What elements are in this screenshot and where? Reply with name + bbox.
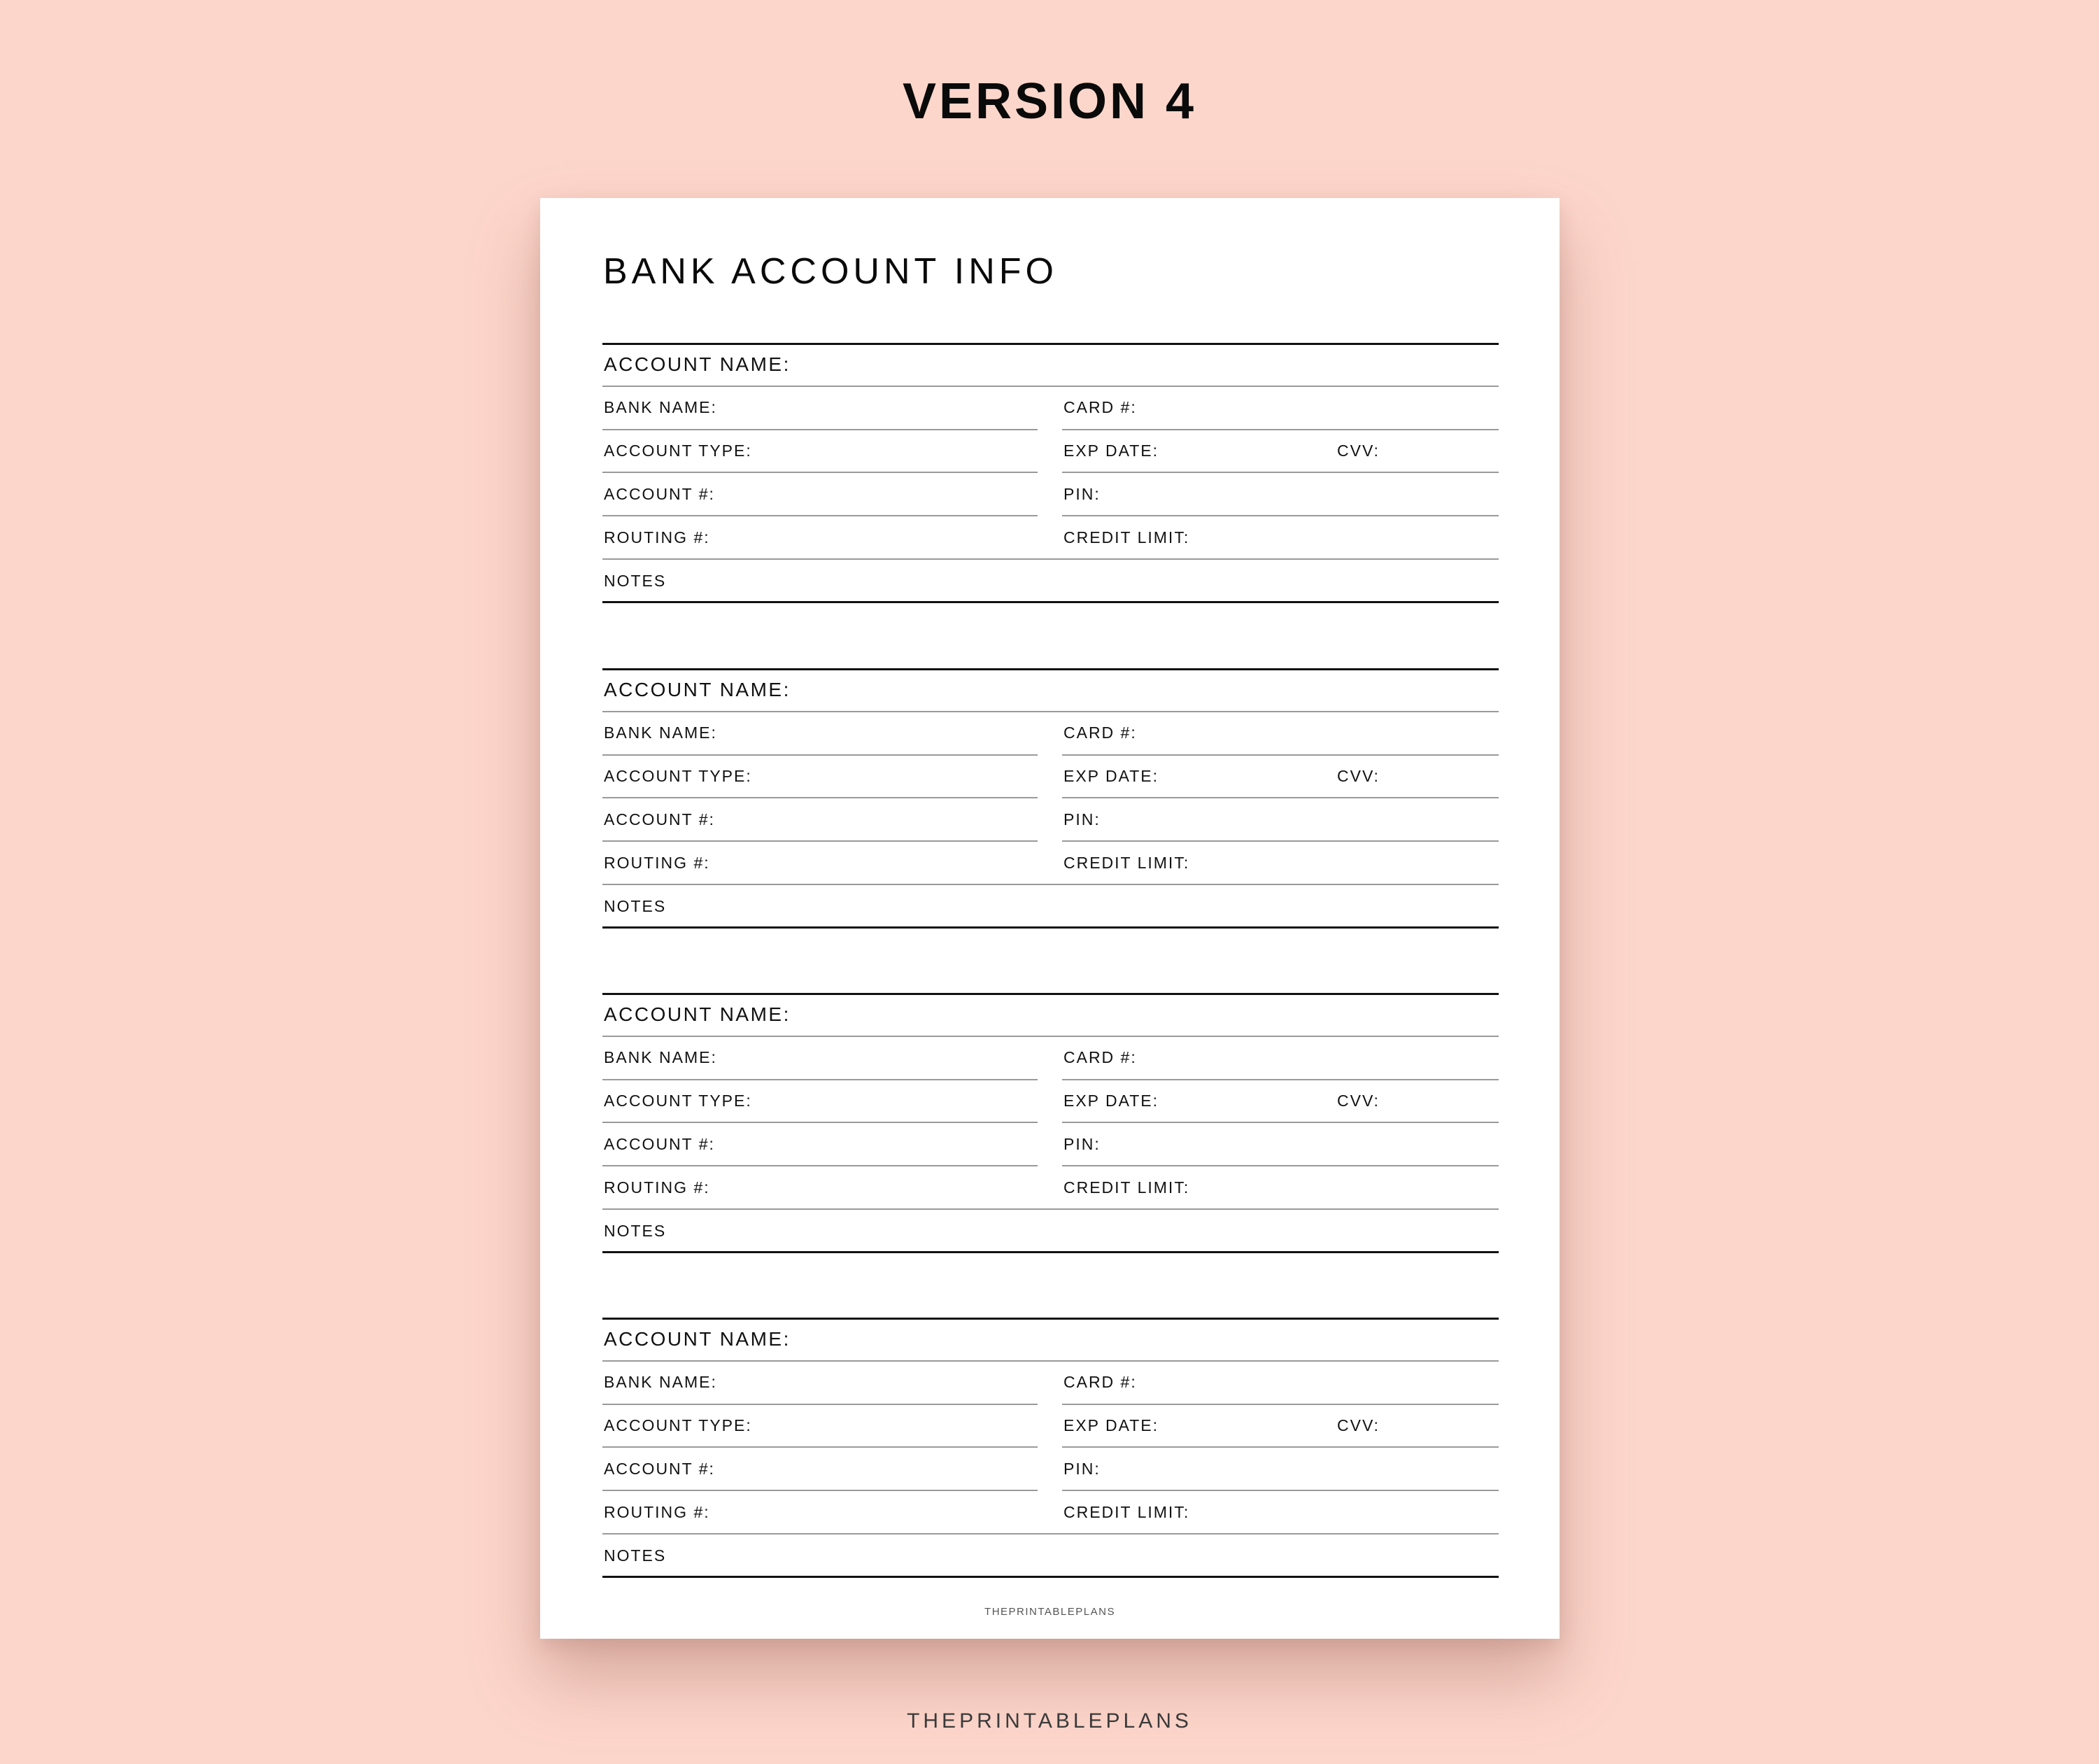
routing-number-label: ROUTING #: [604, 1178, 710, 1197]
account-name-label: ACCOUNT NAME: [604, 1328, 791, 1350]
exp-date-label: EXP DATE: [1063, 1416, 1159, 1434]
row-divider [602, 1122, 1038, 1123]
account-number-label: ACCOUNT #: [604, 1460, 715, 1478]
exp-date-label: EXP DATE: [1063, 767, 1159, 785]
notes-label: NOTES [604, 572, 667, 590]
account-name-label: ACCOUNT NAME: [604, 353, 791, 375]
row-divider [1062, 1122, 1499, 1123]
cvv-label: CVV: [1337, 1416, 1380, 1434]
row-divider [1062, 1079, 1499, 1080]
row-divider [602, 472, 1038, 473]
row-divider [602, 1036, 1499, 1037]
row-divider [602, 797, 1038, 798]
brand-name: THEPRINTABLEPLANS [907, 1709, 1192, 1733]
bank-name-label: BANK NAME: [604, 1048, 717, 1066]
printable-sheet [540, 198, 1560, 1639]
notes-label: NOTES [604, 1546, 667, 1565]
account-type-label: ACCOUNT TYPE: [604, 442, 752, 460]
card-number-label: CARD #: [1063, 1373, 1137, 1391]
row-divider [1062, 754, 1499, 756]
account-number-label: ACCOUNT #: [604, 1135, 715, 1153]
block-top-rule [602, 1318, 1499, 1320]
row-divider [1062, 797, 1499, 798]
block-top-rule [602, 668, 1499, 670]
row-divider [602, 711, 1499, 712]
row-divider [602, 1079, 1038, 1080]
row-divider [602, 884, 1499, 885]
row-divider [602, 515, 1038, 516]
block-bottom-rule [602, 1576, 1499, 1578]
row-divider [1062, 429, 1499, 430]
bank-name-label: BANK NAME: [604, 724, 717, 742]
sheet-title: BANK ACCOUNT INFO [603, 251, 1059, 292]
routing-number-label: ROUTING #: [604, 528, 710, 546]
row-divider [1062, 840, 1499, 842]
block-bottom-rule [602, 926, 1499, 929]
row-divider [1062, 1490, 1499, 1491]
row-divider [602, 1490, 1038, 1491]
account-block [602, 1318, 1499, 1578]
account-name-label: ACCOUNT NAME: [604, 679, 791, 700]
row-divider [602, 558, 1499, 560]
block-top-rule [602, 343, 1499, 345]
pin-label: PIN: [1063, 1460, 1101, 1478]
version-title: VERSION 4 [902, 73, 1197, 129]
sheet-footer-brand: THEPRINTABLEPLANS [984, 1606, 1115, 1618]
row-divider [602, 1360, 1499, 1362]
row-divider [1062, 515, 1499, 516]
account-type-label: ACCOUNT TYPE: [604, 1416, 752, 1434]
row-divider [1062, 472, 1499, 473]
notes-label: NOTES [604, 1222, 667, 1240]
credit-limit-label: CREDIT LIMIT: [1063, 854, 1190, 872]
card-number-label: CARD #: [1063, 398, 1137, 416]
block-bottom-rule [602, 601, 1499, 603]
row-divider [602, 1533, 1499, 1534]
credit-limit-label: CREDIT LIMIT: [1063, 1503, 1190, 1521]
account-block [602, 668, 1499, 929]
account-name-label: ACCOUNT NAME: [604, 1003, 791, 1025]
notes-label: NOTES [604, 897, 667, 915]
cvv-label: CVV: [1337, 442, 1380, 460]
account-number-label: ACCOUNT #: [604, 810, 715, 828]
bank-name-label: BANK NAME: [604, 1373, 717, 1391]
account-number-label: ACCOUNT #: [604, 485, 715, 503]
block-bottom-rule [602, 1251, 1499, 1253]
card-number-label: CARD #: [1063, 1048, 1137, 1066]
block-top-rule [602, 993, 1499, 995]
account-block [602, 993, 1499, 1253]
exp-date-label: EXP DATE: [1063, 1092, 1159, 1110]
pin-label: PIN: [1063, 1135, 1101, 1153]
row-divider [602, 1446, 1038, 1448]
account-type-label: ACCOUNT TYPE: [604, 767, 752, 785]
row-divider [602, 754, 1038, 756]
row-divider [1062, 1446, 1499, 1448]
bank-name-label: BANK NAME: [604, 398, 717, 416]
pin-label: PIN: [1063, 485, 1101, 503]
routing-number-label: ROUTING #: [604, 1503, 710, 1521]
row-divider [1062, 1165, 1499, 1166]
account-block [602, 343, 1499, 603]
row-divider [602, 1404, 1038, 1405]
card-number-label: CARD #: [1063, 724, 1137, 742]
account-type-label: ACCOUNT TYPE: [604, 1092, 752, 1110]
credit-limit-label: CREDIT LIMIT: [1063, 528, 1190, 546]
row-divider [602, 840, 1038, 842]
cvv-label: CVV: [1337, 1092, 1380, 1110]
row-divider [1062, 1404, 1499, 1405]
credit-limit-label: CREDIT LIMIT: [1063, 1178, 1190, 1197]
row-divider [602, 386, 1499, 387]
routing-number-label: ROUTING #: [604, 854, 710, 872]
pin-label: PIN: [1063, 810, 1101, 828]
row-divider [602, 1165, 1038, 1166]
row-divider [602, 1208, 1499, 1210]
cvv-label: CVV: [1337, 767, 1380, 785]
row-divider [602, 429, 1038, 430]
exp-date-label: EXP DATE: [1063, 442, 1159, 460]
